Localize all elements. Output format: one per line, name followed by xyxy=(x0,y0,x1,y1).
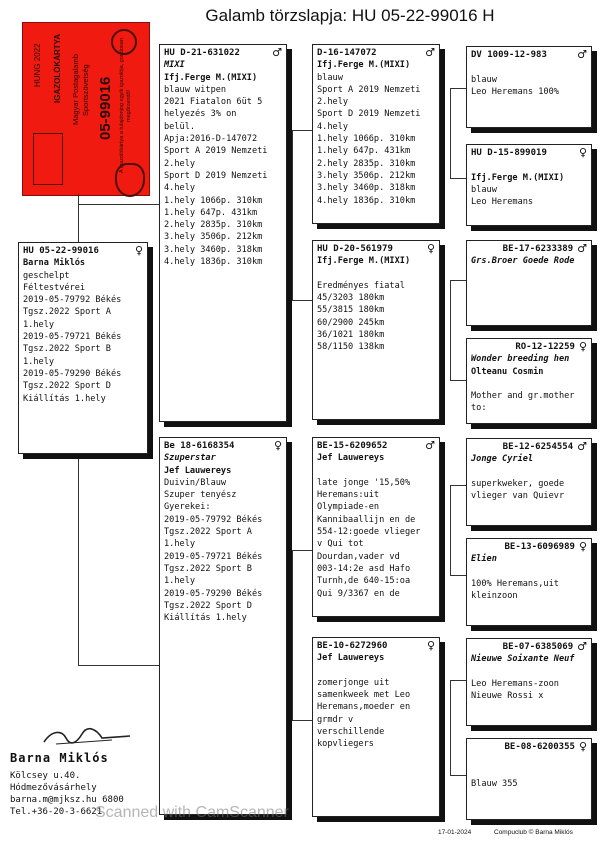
pigeon-name: Jonge Cyriel xyxy=(471,454,534,465)
female-icon: ♀ xyxy=(273,439,282,452)
pigeon-name: Nieuwe Soixante Neuf xyxy=(471,654,575,665)
female-icon: ♀ xyxy=(578,740,587,753)
footer-credit: Compuclub © Barna Miklós xyxy=(494,829,573,836)
connector-line xyxy=(292,550,312,551)
connector-line xyxy=(450,88,467,89)
info-line: verschillende xyxy=(317,727,385,738)
info-line: Kiállítás 1.hely xyxy=(164,613,247,624)
seal-icon xyxy=(111,29,137,55)
pigeon-name: Szuperstar xyxy=(164,453,216,464)
connector-line xyxy=(450,178,467,179)
info-line: blauw xyxy=(471,74,497,85)
info-line: Tgsz.2022 Sport D xyxy=(23,381,111,392)
great-grandparent-box xyxy=(466,538,592,626)
info-line xyxy=(471,61,587,73)
connector-line xyxy=(292,300,312,301)
grandfather-maternal-box xyxy=(312,437,440,617)
ring-number: Be 18-6168354 xyxy=(164,441,235,451)
ownership-card-image xyxy=(22,22,150,196)
stamp-icon xyxy=(33,133,63,185)
info-line: 1.hely 1066p. 310km xyxy=(164,195,263,206)
pigeon-icon xyxy=(115,163,145,197)
breeder: Ifj.Ferge M.(MIXI) xyxy=(317,256,411,267)
ring-number: DV 1009-12-983 xyxy=(471,50,547,60)
info-line: blauw xyxy=(317,72,343,83)
ring-number: BE-08-6200355 xyxy=(504,742,575,752)
great-grandparent-box xyxy=(466,144,592,226)
info-line: to: xyxy=(471,403,487,414)
connector-line xyxy=(78,455,79,665)
info-line: Nieuwe Rossi x xyxy=(471,691,544,702)
info-line: kopvliegers xyxy=(317,739,374,750)
info-line: 1.hely 1066p. 310km xyxy=(317,134,416,145)
info-line: superkweker, goede xyxy=(471,478,565,489)
card-note: A igazolókártya a tulajdonjog egyik igazolója, gondosan megőrzendő! xyxy=(119,38,132,174)
info-line: Tgsz.2022 Sport D xyxy=(164,600,252,611)
connector-line xyxy=(450,575,467,576)
info-line xyxy=(317,665,435,677)
female-icon: ♀ xyxy=(578,340,587,353)
info-line: 554-12:goede vlieger xyxy=(317,527,421,538)
info-line: Tgsz.2022 Sport A xyxy=(164,527,252,538)
info-line: Qui 9/3367 en de xyxy=(317,588,400,599)
info-line: 1.hely xyxy=(23,319,55,330)
info-line: 1.hely xyxy=(23,356,55,367)
info-line: Mother and gr.mother xyxy=(471,391,575,402)
connector-line xyxy=(450,775,467,776)
great-grandparent-box xyxy=(466,638,592,726)
info-line: kleinzoon xyxy=(471,591,518,602)
info-line: Leo Heremans xyxy=(471,197,534,208)
female-icon: ♀ xyxy=(426,639,435,652)
ring-number: BE-12-6254554 xyxy=(502,442,574,452)
info-line: 1.hely 647p. 431km xyxy=(164,207,258,218)
ring-number: BE-15-6209652 xyxy=(317,441,388,451)
info-line xyxy=(471,159,587,171)
male-icon: ♂ xyxy=(577,242,587,255)
ring-number: HU D-20-561979 xyxy=(317,244,393,254)
info-line: 2019-05-79290 Békés xyxy=(164,588,263,599)
info-line: 2.hely 2835p. 310km xyxy=(317,158,416,169)
info-line: Kiállítás 1.hely xyxy=(23,393,106,404)
female-icon: ♀ xyxy=(578,146,587,159)
info-line: samenkweek met Leo xyxy=(317,690,411,701)
connector-line xyxy=(450,485,451,575)
info-line: belül. xyxy=(164,121,196,132)
info-line xyxy=(317,268,435,280)
info-line: 3.hely 3506p. 212km xyxy=(164,232,263,243)
page-title: Galamb törzslapja: HU 05-22-99016 H xyxy=(205,6,495,25)
info-line: 2019-05-79792 Békés xyxy=(164,514,263,525)
signature-icon xyxy=(42,726,132,748)
info-line: Sport A 2019 Nemzeti xyxy=(317,84,421,95)
connector-line xyxy=(450,280,451,380)
info-line: Blauw 355 xyxy=(471,778,518,789)
footer-date: 17-01-2024 xyxy=(438,829,472,836)
connector-line xyxy=(292,130,312,131)
connector-line xyxy=(450,88,451,178)
info-line: Apja:2016-D-147072 xyxy=(164,134,258,145)
info-line: 1.hely xyxy=(164,539,196,550)
info-line: 4.hely xyxy=(317,121,349,132)
info-line: 4.hely xyxy=(164,183,196,194)
info-line: 3.hely 3460p. 318km xyxy=(317,183,416,194)
info-line: 2019-05-79721 Békés xyxy=(164,551,263,562)
info-line: 36/1021 180km xyxy=(317,330,385,341)
info-line: 2019-05-79290 Békés xyxy=(23,368,122,379)
info-line: Sport A 2019 Nemzeti xyxy=(164,146,268,157)
ring-number: HU 05-22-99016 xyxy=(23,246,99,256)
great-grandparent-box xyxy=(466,438,592,526)
info-line: Gyerekei: xyxy=(164,502,211,513)
info-line: Tgsz.2022 Sport B xyxy=(23,344,111,355)
breeder: Olteanu Cosmin xyxy=(471,366,544,377)
connector-line xyxy=(78,194,79,244)
owner-address: Kölcsey u.40. xyxy=(10,771,81,781)
info-line: 1.hely xyxy=(164,576,196,587)
info-line: 4.hely 1836p. 310km xyxy=(317,195,416,206)
male-icon: ♂ xyxy=(425,439,435,452)
info-line: 58/1150 138km xyxy=(317,342,385,353)
connector-line xyxy=(450,485,467,486)
ring-number: BE-13-6096989 xyxy=(504,542,575,552)
connector-line xyxy=(292,550,293,720)
great-grandparent-box xyxy=(466,240,592,326)
info-line: helyezés 3% on xyxy=(164,109,237,120)
info-line: 2.hely 2835p. 310km xyxy=(164,220,263,231)
info-line xyxy=(471,666,587,678)
ring-number: D-16-147072 xyxy=(317,48,377,58)
info-line: 2021 Fiatalon 6üt 5 xyxy=(164,97,263,108)
owner-name: Barna Miklós xyxy=(10,751,109,765)
male-icon: ♂ xyxy=(425,46,435,59)
connector-line xyxy=(292,720,312,721)
connector-line xyxy=(450,280,467,281)
info-line: 2019-05-79721 Békés xyxy=(23,332,122,343)
info-line: geschelpt xyxy=(23,270,70,281)
great-grandparent-box xyxy=(466,738,592,820)
info-line: 2019-05-79792 Békés xyxy=(23,295,122,306)
info-line: blauw xyxy=(471,184,497,195)
card-caption: IGAZOLÓKÁRTYA xyxy=(53,33,62,103)
breeder: Jef Lauwereys xyxy=(164,465,232,476)
info-line: Leo Heremans 100% xyxy=(471,86,559,97)
pigeon-name: Grs.Broer Goede Rode xyxy=(471,256,575,267)
info-line: Heremans,moeder en xyxy=(317,702,411,713)
info-line xyxy=(471,766,587,778)
info-line: zomerjonge uit xyxy=(317,677,390,688)
pigeon-name: Elien xyxy=(471,554,497,565)
male-icon: ♂ xyxy=(577,48,587,61)
info-line: 2.hely xyxy=(164,158,196,169)
ring-number: BE-07-6385069 xyxy=(502,642,574,652)
great-grandparent-box xyxy=(466,338,592,424)
info-line: 3.hely 3506p. 212km xyxy=(317,170,416,181)
info-line: 100% Heremans,uit xyxy=(471,578,559,589)
owner-phone: Tel.+36-20-3-6621 xyxy=(10,807,103,817)
info-line: Sport D 2019 Nemzeti xyxy=(164,170,268,181)
info-line: 45/3203 180km xyxy=(317,293,385,304)
grandfather-paternal-box xyxy=(312,44,440,224)
info-line: Szuper tenyész xyxy=(164,490,237,501)
info-line xyxy=(471,378,587,390)
info-line: 2.hely xyxy=(317,97,349,108)
info-line: 3.hely 3460p. 318km xyxy=(164,244,263,255)
info-line: Tgsz.2022 Sport A xyxy=(23,307,111,318)
father-box xyxy=(159,44,287,422)
info-line: Féltestvérei xyxy=(23,282,86,293)
breeder: Barna Miklós xyxy=(23,258,86,269)
info-line: Turnh,de 640-15:oa xyxy=(317,576,411,587)
info-line: Olympiade-en xyxy=(317,502,380,513)
great-grandparent-box xyxy=(466,46,592,128)
info-line: grmdr v xyxy=(317,714,354,725)
pigeon-name: MIXI xyxy=(164,60,185,71)
mother-box xyxy=(159,437,287,815)
grandmother-maternal-box xyxy=(312,637,440,817)
breeder: Ifj.Ferge M.(MIXI) xyxy=(164,72,258,83)
breeder: Ifj.Ferge M.(MIXI) xyxy=(317,60,411,71)
info-line xyxy=(471,566,587,578)
female-icon: ♀ xyxy=(578,540,587,553)
male-icon: ♂ xyxy=(272,46,282,59)
info-line xyxy=(471,753,587,765)
female-icon: ♀ xyxy=(426,242,435,255)
info-line: Duivin/Blauw xyxy=(164,477,227,488)
info-line: vlieger van Quievr xyxy=(471,491,565,502)
info-line: 1.hely 647p. 431km xyxy=(317,146,411,157)
info-line: v Qui tot xyxy=(317,539,364,550)
owner-email: barna.m@mjksz.hu 6800 xyxy=(10,795,124,805)
info-line: 4.hely 1836p. 310km xyxy=(164,257,263,268)
connector-line xyxy=(450,680,467,681)
connector-line xyxy=(78,665,160,666)
connector-line xyxy=(450,680,451,775)
info-line: Tgsz.2022 Sport B xyxy=(164,563,252,574)
breeder: Ifj.Ferge M.(MIXI) xyxy=(471,172,565,183)
breeder: Jef Lauwereys xyxy=(317,453,385,464)
info-line: 60/2900 245km xyxy=(317,317,385,328)
pigeon-subject-box xyxy=(18,242,148,454)
female-icon: ♀ xyxy=(134,244,143,257)
info-line: 003-14:2e asd Hafo xyxy=(317,563,411,574)
pigeon-name: Wonder breeding hen xyxy=(471,354,570,365)
info-line: Leo Heremans-zoon xyxy=(471,678,559,689)
card-organization: Magyar Postagalamb Sportszövetség xyxy=(71,54,90,126)
info-line: blauw witpen xyxy=(164,84,227,95)
info-line: Eredményes fiatal xyxy=(317,280,405,291)
connector-line xyxy=(292,130,293,300)
connector-line xyxy=(78,204,160,205)
info-line: 55/3815 180km xyxy=(317,305,385,316)
info-line: Kannibaallijn en de xyxy=(317,514,416,525)
info-line: late jonge '15,50% xyxy=(317,477,411,488)
card-country: HUNG 2022 xyxy=(33,43,42,87)
info-line xyxy=(471,466,587,478)
ring-number: BE-17-6233389 xyxy=(502,244,574,254)
connector-line xyxy=(450,380,467,381)
ring-number: HU D-21-631022 xyxy=(164,48,240,58)
owner-city: Hódmezővásárhely xyxy=(10,783,97,793)
breeder: Jef Lauwereys xyxy=(317,653,385,664)
info-line xyxy=(317,465,435,477)
male-icon: ♂ xyxy=(577,440,587,453)
info-line: Dourdan,vader vd xyxy=(317,551,400,562)
ring-number: RO-12-12259 xyxy=(515,342,575,352)
info-line: Sport D 2019 Nemzeti xyxy=(317,109,421,120)
ring-number: BE-10-6272960 xyxy=(317,641,388,651)
ring-number: HU D-15-899019 xyxy=(471,148,547,158)
scanner-watermark: Scanned with CamScanner xyxy=(95,804,289,821)
card-number: 05-99016 xyxy=(97,76,114,140)
grandmother-paternal-box xyxy=(312,240,440,420)
info-line: Heremans:uit xyxy=(317,490,380,501)
male-icon: ♂ xyxy=(577,640,587,653)
